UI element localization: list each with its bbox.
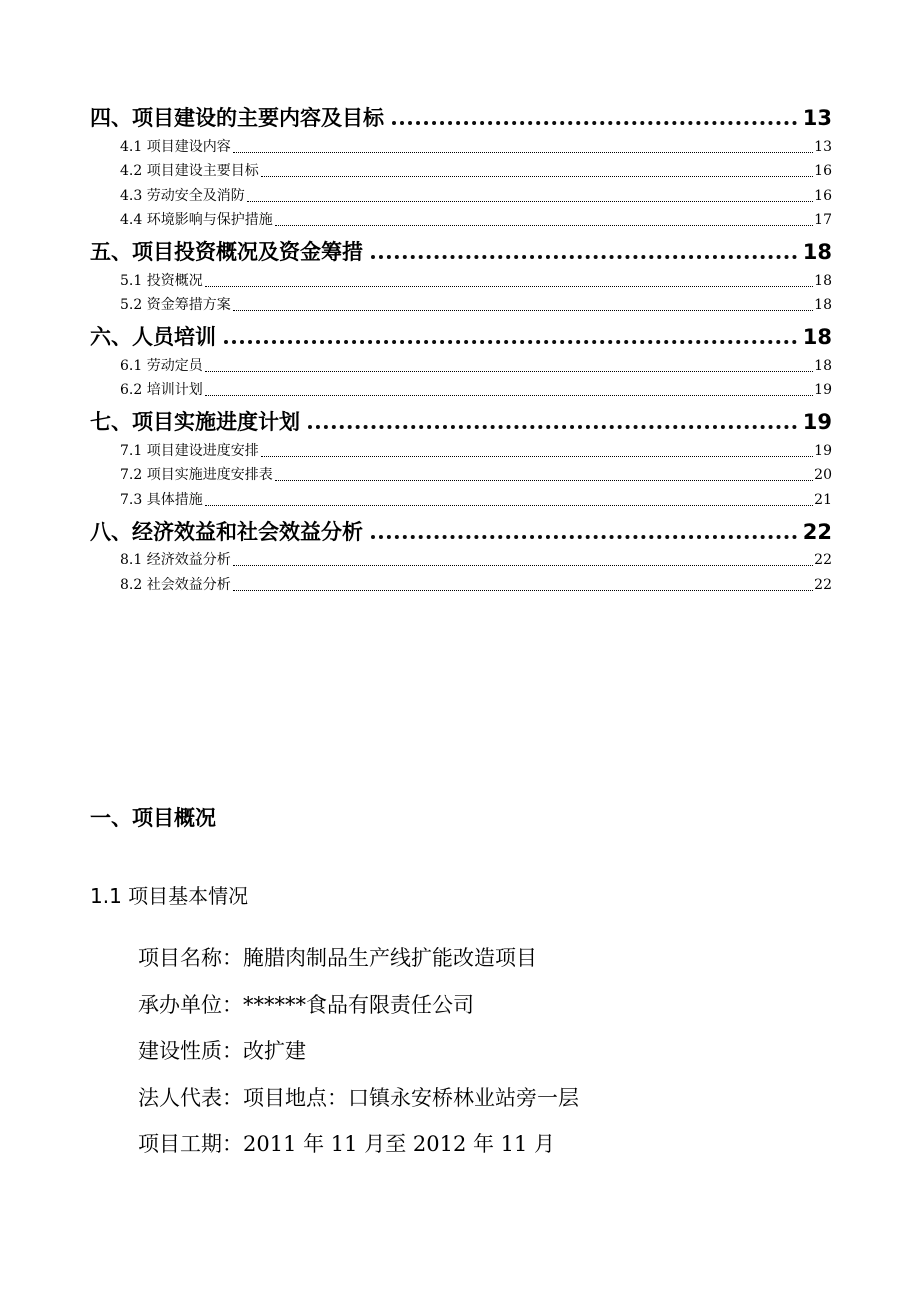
- toc-entry-title: 7.3 具体措施: [120, 491, 203, 508]
- toc-section-7: [90, 400, 832, 510]
- dot-leader: [392, 121, 797, 125]
- legal-rep-location-field: 法人代表：项目地点：口镇永安桥林业站旁一层: [138, 1085, 579, 1110]
- dot-leader: [205, 395, 813, 396]
- toc-entry-link[interactable]: [90, 570, 832, 595]
- project-period-field: 项目工期：2011 年 11 月至 2012 年 11 月: [138, 1132, 556, 1156]
- toc-chapter-title: 四、项目建设的主要内容及目标: [90, 106, 384, 130]
- construction-nature-field: 建设性质：改扩建: [138, 1039, 306, 1063]
- toc-page-number: 22: [814, 576, 832, 593]
- toc-entry-title: 4.4 环境影响与保护措施: [120, 212, 273, 228]
- toc-entry-title: 4.3 劳动安全及消防: [120, 187, 245, 204]
- toc-entry-title: 6.2 培训计划: [120, 382, 203, 398]
- project-overview-section: [90, 800, 832, 1176]
- toc-entry-link[interactable]: [90, 132, 832, 157]
- toc-entry-link[interactable]: [90, 291, 832, 316]
- organizer-field: 承办单位：******食品有限责任公司: [138, 992, 474, 1017]
- toc-chapter-link[interactable]: [90, 230, 832, 266]
- toc-page-number: 13: [814, 138, 832, 155]
- toc-page-number: 21: [814, 491, 832, 508]
- toc-chapter-link[interactable]: [90, 400, 832, 436]
- dot-leader: [275, 480, 813, 481]
- toc-page-number: 19: [802, 410, 832, 434]
- dot-leader: [205, 286, 813, 287]
- dot-leader: [371, 255, 797, 259]
- dot-leader: [261, 176, 813, 177]
- toc-entry-link[interactable]: [90, 376, 832, 401]
- toc-page-number: 18: [814, 272, 832, 289]
- toc-entry-title: 5.1 投资概况: [120, 272, 203, 289]
- subsection-heading: 1.1 项目基本情况: [90, 884, 249, 908]
- toc-section-4: [90, 96, 832, 230]
- toc-page-number: 22: [802, 519, 832, 544]
- dot-leader: [224, 340, 797, 344]
- toc-chapter-title: 六、人员培训: [90, 325, 216, 349]
- toc-page-number: 18: [802, 325, 832, 349]
- dot-leader: [205, 505, 813, 506]
- toc-entry-title: 7.1 项目建设进度安排: [120, 442, 259, 459]
- project-info-fields: [90, 943, 832, 1176]
- toc-page-number: 18: [814, 297, 832, 313]
- section-heading: 一、项目概况: [90, 806, 216, 830]
- toc-chapter-title: 八、经济效益和社会效益分析: [90, 519, 363, 544]
- dot-leader: [308, 425, 797, 429]
- table-of-contents: [90, 96, 832, 595]
- toc-entry-link[interactable]: [90, 266, 832, 291]
- toc-entry-title: 7.2 项目实施进度安排表: [120, 467, 273, 483]
- dot-leader: [371, 535, 797, 539]
- toc-entry-title: 8.2 社会效益分析: [120, 576, 231, 593]
- toc-page-number: 18: [802, 240, 832, 264]
- toc-page-number: 19: [814, 382, 832, 398]
- toc-entry-link[interactable]: [90, 351, 832, 376]
- toc-page-number: 20: [814, 467, 832, 483]
- toc-section-5: [90, 230, 832, 315]
- toc-page-number: 17: [814, 212, 832, 228]
- dot-leader: [205, 371, 813, 372]
- toc-entry-link[interactable]: [90, 485, 832, 510]
- toc-chapter-link[interactable]: [90, 315, 832, 351]
- dot-leader: [261, 456, 813, 457]
- toc-chapter-link[interactable]: [90, 96, 832, 132]
- toc-page-number: 22: [814, 552, 832, 568]
- toc-entry-title: 8.1 经济效益分析: [120, 552, 231, 568]
- dot-leader: [233, 590, 813, 591]
- dot-leader: [233, 565, 813, 566]
- toc-section-8: [90, 510, 832, 595]
- toc-page-number: 18: [814, 357, 832, 374]
- toc-entry-title: 6.1 劳动定员: [120, 357, 203, 374]
- toc-chapter-link[interactable]: [90, 510, 832, 546]
- toc-section-6: [90, 315, 832, 400]
- toc-entry-link[interactable]: [90, 181, 832, 206]
- dot-leader: [233, 152, 813, 153]
- dot-leader: [275, 225, 813, 226]
- toc-entry-link[interactable]: [90, 157, 832, 182]
- toc-chapter-title: 五、项目投资概况及资金筹措: [90, 240, 363, 264]
- toc-entry-link[interactable]: [90, 546, 832, 571]
- toc-page-number: 19: [814, 442, 832, 459]
- toc-entry-link[interactable]: [90, 436, 832, 461]
- toc-page-number: 16: [814, 187, 832, 204]
- dot-leader: [233, 310, 813, 311]
- toc-entry-title: 4.1 项目建设内容: [120, 138, 231, 155]
- toc-entry-link[interactable]: [90, 206, 832, 231]
- toc-entry-title: 5.2 资金筹措方案: [120, 297, 231, 313]
- toc-entry-link[interactable]: [90, 461, 832, 486]
- toc-page-number: 16: [814, 163, 832, 179]
- project-name-field: 项目名称：腌腊肉制品生产线扩能改造项目: [138, 946, 537, 970]
- toc-entry-title: 4.2 项目建设主要目标: [120, 163, 259, 179]
- toc-page-number: 13: [802, 106, 832, 130]
- toc-chapter-title: 七、项目实施进度计划: [90, 410, 300, 434]
- dot-leader: [247, 201, 813, 202]
